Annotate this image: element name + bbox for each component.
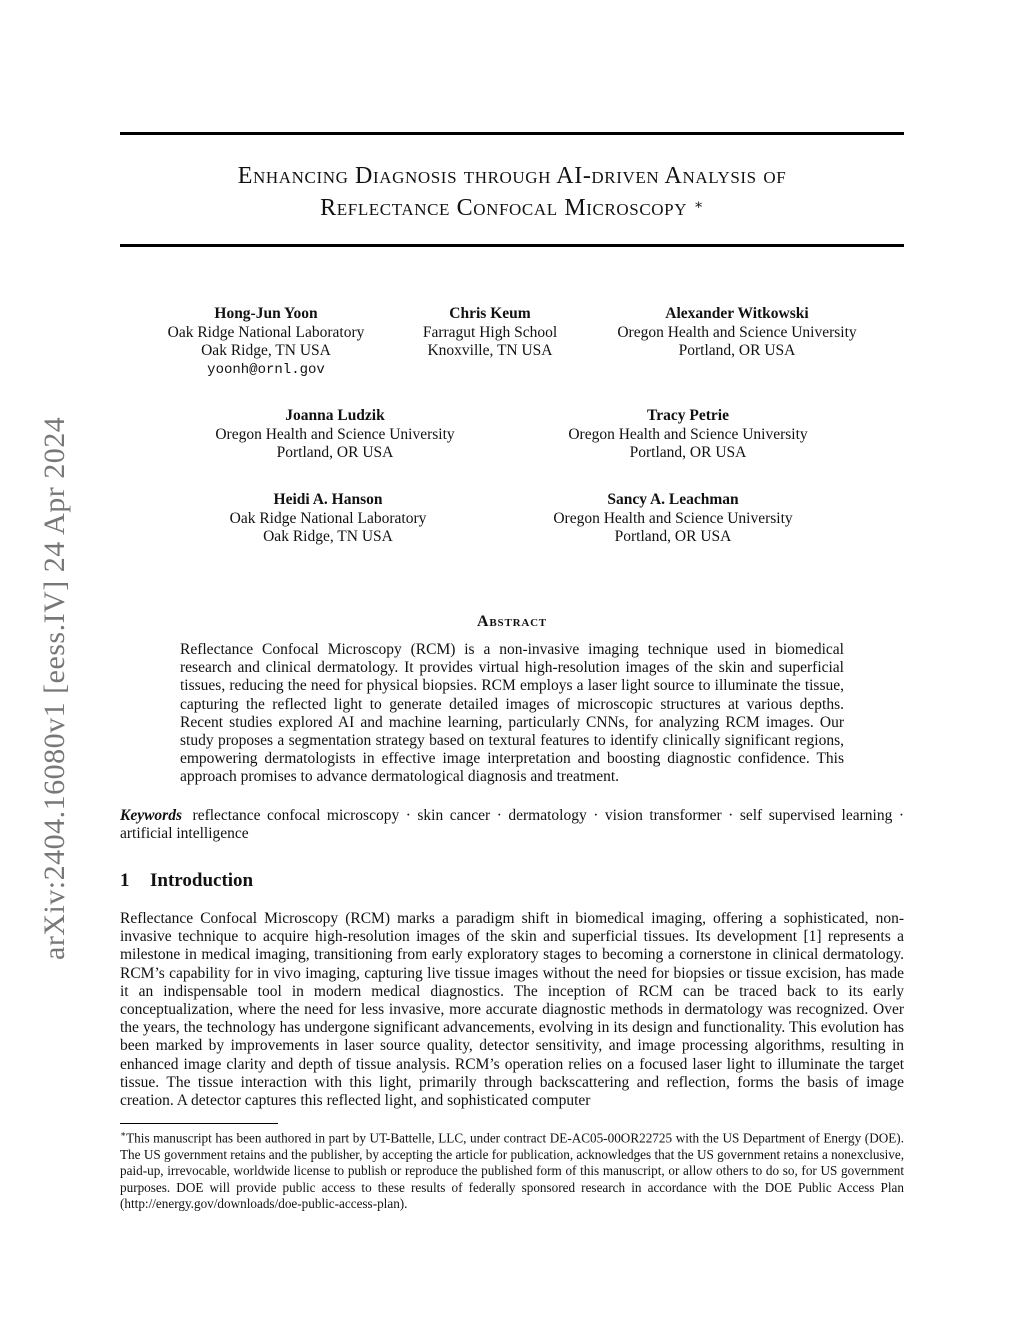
abstract-heading: Abstract — [477, 613, 547, 630]
section-number: 1 — [120, 870, 130, 891]
author-name: Tracy Petrie — [647, 407, 729, 424]
intro-paragraph: Reflectance Confocal Microscopy (RCM) marks a paradigm shift in biomedical imaging, offering a sophisticated, non-invasive technique to acquire high-resolution images of the skin and superficial tissues. Its development [1] represents a milestone in medical imaging, transitioning from early exploratory stages to becoming a cornerstone in clinical dermatology. RCM’s capability for in vivo imaging, capturing live tissue images without the need for biopsies or tissue excision, has made it an indispensable tool in modern medical diagnostics. The inception of RCM can be traced back to its early conceptualization, where the need for less invasive, more accurate diagnostic methods in dermatology was recognized. Over the years, the technology has undergone significant advancements, evolving in its design and functionality. This evolution has been marked by improvements in laser source quality, detector sensitivity, and image processing algorithms, resulting in enhanced image clarity and depth of tissue analysis. RCM’s operation relies on a focused laser light to illuminate the target tissue. The tissue interaction with this light, primarily through backscattering and reflection, forms the basis of image creation. A detector captures this reflected light, and sophisticated computer — [120, 910, 904, 1110]
arxiv-side-label: arXiv:2404.16080v1 [eess.IV] 24 Apr 2024 — [38, 416, 71, 960]
author-block — [617, 305, 856, 361]
keywords — [120, 807, 904, 843]
author-name: Joanna Ludzik — [285, 407, 385, 424]
author-block — [215, 407, 454, 463]
author-block — [553, 491, 792, 547]
author-block — [568, 407, 807, 463]
footnote-mark: ∗ — [120, 1129, 127, 1139]
author-email[interactable]: yoonh@ornl.gov — [207, 361, 325, 378]
footnote-rule — [120, 1123, 278, 1124]
author-affiliation: Farragut High School — [422, 323, 558, 341]
abstract-text: Reflectance Confocal Microscopy (RCM) is a non-invasive imaging technique used in biomedical research and clinical dermatology. It provides virtual high-resolution images of the skin and superficial tissues, reducing the need for physical biopsies. RCM employs a laser light source to illuminate the tissue, capturing the reflected light to generate detailed images of microscopic structures at various depths. Recent studies explored AI and machine learning, particularly CNNs, for analyzing RCM images. Our study proposes a segmentation strategy based on textural features to identify clinically significant regions, empowering dermatologists in effective image interpretation and boosting diagnostic confidence. This approach promises to advance dermatological diagnosis and treatment. — [180, 641, 844, 786]
footnote — [120, 1126, 904, 1212]
author-block — [168, 305, 365, 379]
author-affiliation: Oregon Health and Science University — [568, 425, 808, 443]
author-location: Oak Ridge, TN USA — [263, 528, 393, 545]
title-footnote-mark: ∗ — [693, 198, 704, 213]
author-affiliation: Oregon Health and Science University — [553, 509, 793, 527]
author-name: Alexander Witkowski — [665, 305, 809, 322]
paper-title — [120, 160, 904, 224]
title-bottom-rule — [120, 244, 904, 247]
author-location: Knoxville, TN USA — [427, 342, 553, 359]
author-name: Sancy A. Leachman — [607, 491, 739, 508]
footnote-text: This manuscript has been authored in part by UT-Battelle, LLC, under contract DE-AC05-00OR22725 with the US Department of Energy (DOE). The US government retains and the publisher, by accepting the article for publication, acknowledges that the US government retains a nonexclusive, paid-up, irrevocable, worldwide license to publish or reproduce the published form of this manuscript, or allow others to do so, for US government purposes. DOE will provide public access to these results of federally sponsored research in accordance with the DOE Public Access Plan (http://energy.gov/downloads/doe-public-access-plan). — [120, 1130, 904, 1212]
author-affiliation: Oregon Health and Science University — [617, 323, 857, 341]
author-location: Portland, OR USA — [629, 444, 747, 461]
title-line-1: Enhancing Diagnosis through AI-driven Analysis of — [237, 163, 787, 189]
author-block — [423, 305, 557, 361]
author-name: Heidi A. Hanson — [273, 491, 383, 508]
keywords-text: reflectance confocal microscopy · skin cancer · dermatology · vision transformer · self supervised learning · artificial intelligence — [120, 807, 905, 843]
section-heading — [120, 870, 253, 892]
author-affiliation: Oak Ridge National Laboratory — [167, 323, 365, 341]
author-affiliation: Oregon Health and Science University — [215, 425, 455, 443]
author-affiliation: Oak Ridge National Laboratory — [229, 509, 427, 527]
author-location: Portland, OR USA — [614, 528, 732, 545]
title-line-2: Reflectance Confocal Microscopy ∗ — [320, 195, 704, 221]
title-top-rule — [120, 132, 904, 135]
author-block — [230, 491, 427, 547]
author-location: Portland, OR USA — [678, 342, 796, 359]
author-name: Hong-Jun Yoon — [214, 305, 318, 322]
author-location: Portland, OR USA — [276, 444, 394, 461]
author-location: Oak Ridge, TN USA — [201, 342, 331, 359]
keywords-label: Keywords — [120, 807, 182, 824]
author-name: Chris Keum — [449, 305, 531, 322]
section-title: Introduction — [150, 870, 254, 891]
